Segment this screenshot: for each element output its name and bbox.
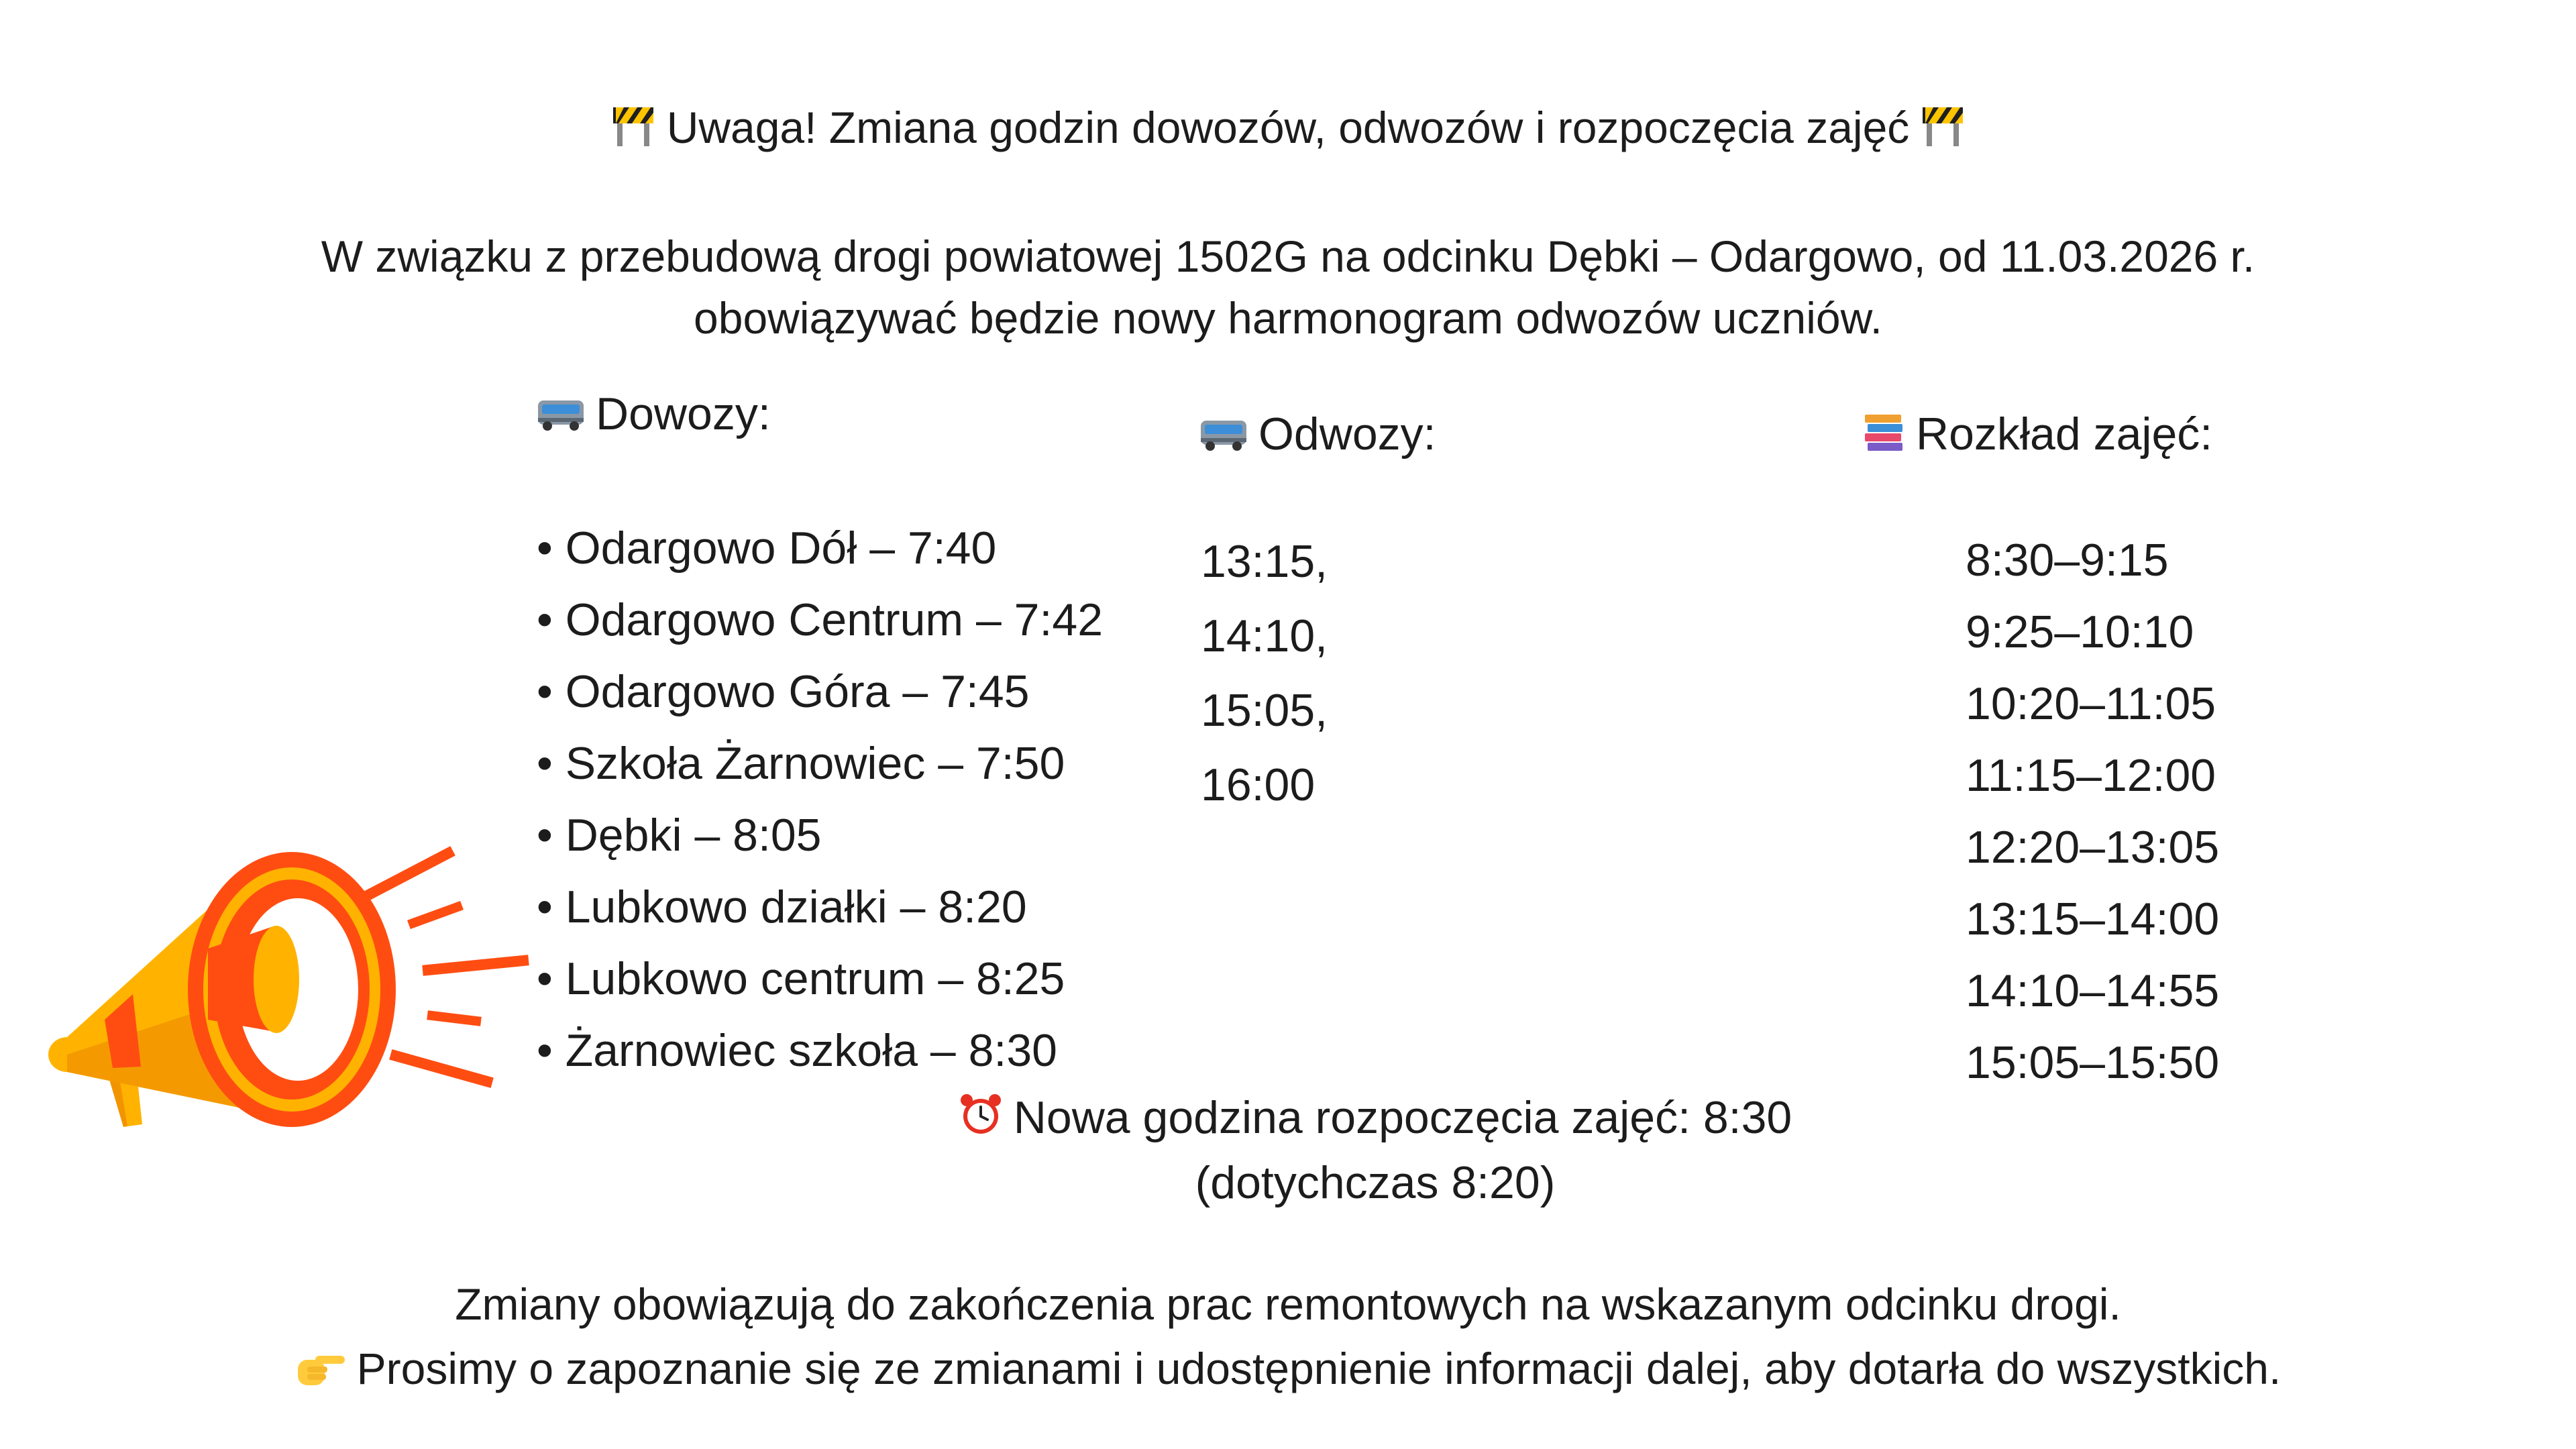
intro-line-2: obowiązywać będzie nowy harmonogram odwozów uczniów. xyxy=(694,293,1882,343)
list-item: • Żarnowiec szkoła – 8:30 xyxy=(537,1025,1057,1076)
list-item: 11:15–12:00 xyxy=(1966,750,2216,801)
list-item: • Lubkowo działki – 8:20 xyxy=(537,881,1027,932)
odwozy-list xyxy=(1201,525,1328,822)
list-item: • Lubkowo centrum – 8:25 xyxy=(537,953,1065,1004)
list-item: • Dębki – 8:05 xyxy=(537,810,822,861)
start-time-line-1 xyxy=(939,1087,1811,1152)
list-item: • Szkoła Żarnowiec – 7:50 xyxy=(537,738,1065,789)
list-item: • Odargowo Centrum – 7:42 xyxy=(537,594,1104,645)
list-item: 13:15–14:00 xyxy=(1966,894,2220,945)
list-item: • Odargowo Góra – 7:45 xyxy=(537,666,1030,717)
start-time-line-2: (dotychczas 8:20) xyxy=(1195,1157,1556,1209)
footer-line-2 xyxy=(0,1336,2576,1405)
intro-line-1: W związku z przebudową drogi powiatowej 1502G na odcinku Dębki – Odargowo, od 11.03.2026 r. xyxy=(321,231,2255,281)
dowozy-list xyxy=(537,513,1103,1087)
rozklad-list xyxy=(1966,525,2219,1099)
list-item: 13:15, xyxy=(1201,536,1328,587)
rozklad-heading-label: Rozkład zajęć: xyxy=(1916,409,2213,460)
list-item: 14:10–14:55 xyxy=(1966,965,2220,1016)
announcement-title-line xyxy=(0,102,2576,158)
pointing-hand-icon xyxy=(295,1340,346,1405)
odwozy-heading-label: Odwozy: xyxy=(1258,409,1436,460)
start-time-label: Nowa godzina rozpoczęcia zajęć: 8:30 xyxy=(1013,1092,1792,1143)
footer-line-1: Zmiany obowiązują do zakończenia prac remontowych na wskazanym odcinku drogi. xyxy=(455,1279,2121,1329)
construction-barrier-icon xyxy=(1920,105,1966,158)
list-item: 15:05–15:50 xyxy=(1966,1037,2220,1088)
bus-icon xyxy=(1199,411,1248,464)
construction-barrier-icon xyxy=(610,105,656,158)
footer-line-2-label: Prosimy o zapoznanie się ze zmianami i udostępnienie informacji dalej, aby dotarła do wszystkich. xyxy=(356,1344,2282,1393)
rozklad-heading xyxy=(1862,408,2212,464)
list-item: 9:25–10:10 xyxy=(1966,606,2194,657)
list-item: 10:20–11:05 xyxy=(1966,678,2216,729)
list-item: • Odargowo Dół – 7:40 xyxy=(537,523,997,574)
megaphone-illustration xyxy=(40,818,550,1154)
list-item: 12:20–13:05 xyxy=(1966,822,2220,873)
megaphone-icon xyxy=(40,818,550,1154)
announcement-title: Uwaga! Zmiana godzin dowozów, odwozów i rozpoczęcia zajęć xyxy=(666,103,1910,152)
list-item: 8:30–9:15 xyxy=(1966,535,2169,586)
odwozy-heading xyxy=(1199,408,1436,464)
list-item: 15:05, xyxy=(1201,685,1328,736)
books-icon xyxy=(1862,411,1905,464)
alarm-clock-icon xyxy=(959,1090,1003,1152)
start-time-notice xyxy=(939,1087,1811,1214)
dowozy-heading xyxy=(537,388,771,443)
bus-icon xyxy=(537,391,585,443)
footer xyxy=(0,1272,2576,1405)
dowozy-heading-label: Dowozy: xyxy=(596,388,771,439)
announcement-intro xyxy=(0,225,2576,349)
list-item: 14:10, xyxy=(1201,610,1328,661)
list-item: 16:00 xyxy=(1201,759,1316,810)
